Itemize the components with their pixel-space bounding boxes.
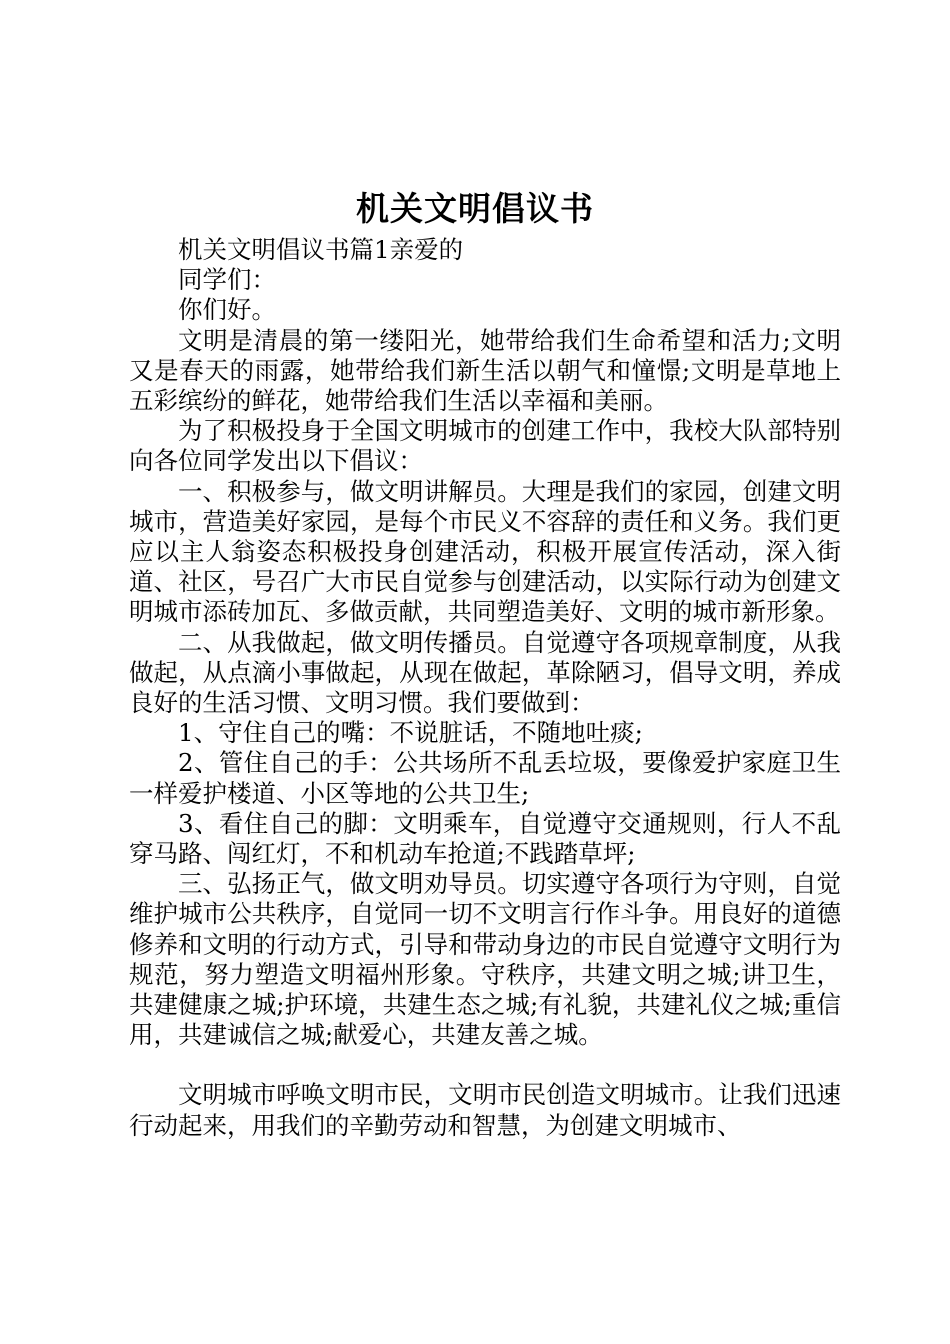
document-title: 机关文明倡议书: [356, 189, 594, 228]
document-body: [129, 235, 841, 1141]
paragraph: 三、弘扬正气，做文明劝导员。切实遵守各项行为守则，自觉维护城市公共秩序，自觉同一切不文明言行作斗争。用良好的道德修养和文明的行动方式，引导和带动身边的市民自觉遵守文明行为规范，努力塑造文明福州形象。守秩序，共建文明之城;讲卫生，共建健康之城;护环境，共建生态之城;有礼貌，共建礼仪之城;重信用，共建诚信之城;献爱心，共建友善之城。: [129, 869, 841, 1050]
paragraph: 一、积极参与，做文明讲解员。大理是我们的家园，创建文明城市，营造美好家园，是每个市民义不容辞的责任和义务。我们更应以主人翁姿态积极投身创建活动，积极开展宣传活动，深入街道、社区，号召广大市民自觉参与创建活动，以实际行动为创建文明城市添砖加瓦、多做贡献，共同塑造美好、文明的城市新形象。: [129, 476, 841, 627]
paragraph: 文明是清晨的第一缕阳光，她带给我们生命希望和活力;文明又是春天的雨露，她带给我们新生活以朝气和憧憬;文明是草地上五彩缤纷的鲜花，她带给我们生活以幸福和美丽。: [129, 325, 841, 416]
paragraph: 3、看住自己的脚：文明乘车，自觉遵守交通规则，行人不乱穿马路、闯红灯，不和机动车抢道;不践踏草坪;: [129, 808, 841, 869]
paragraph: 为了积极投身于全国文明城市的创建工作中，我校大队部特别向各位同学发出以下倡议：: [129, 416, 841, 476]
paragraph: 二、从我做起，做文明传播员。自觉遵守各项规章制度，从我做起，从点滴小事做起，从现在做起，革除陋习，倡导文明，养成良好的生活习惯、文明习惯。我们要做到：: [129, 627, 841, 718]
paragraph: 文明城市呼唤文明市民，文明市民创造文明城市。让我们迅速行动起来，用我们的辛勤劳动和智慧，为创建文明城市、: [129, 1080, 841, 1140]
paragraph: 机关文明倡议书篇1亲爱的: [178, 235, 464, 264]
paragraph: 你们好。: [178, 295, 276, 325]
paragraph: 2、管住自己的手：公共场所不乱丢垃圾，要像爱护家庭卫生一样爱护楼道、小区等地的公共卫生;: [129, 748, 841, 808]
paragraph: 1、守住自己的嘴：不说脏话，不随地吐痰;: [178, 718, 643, 748]
paragraph: 同学们：: [178, 265, 276, 295]
